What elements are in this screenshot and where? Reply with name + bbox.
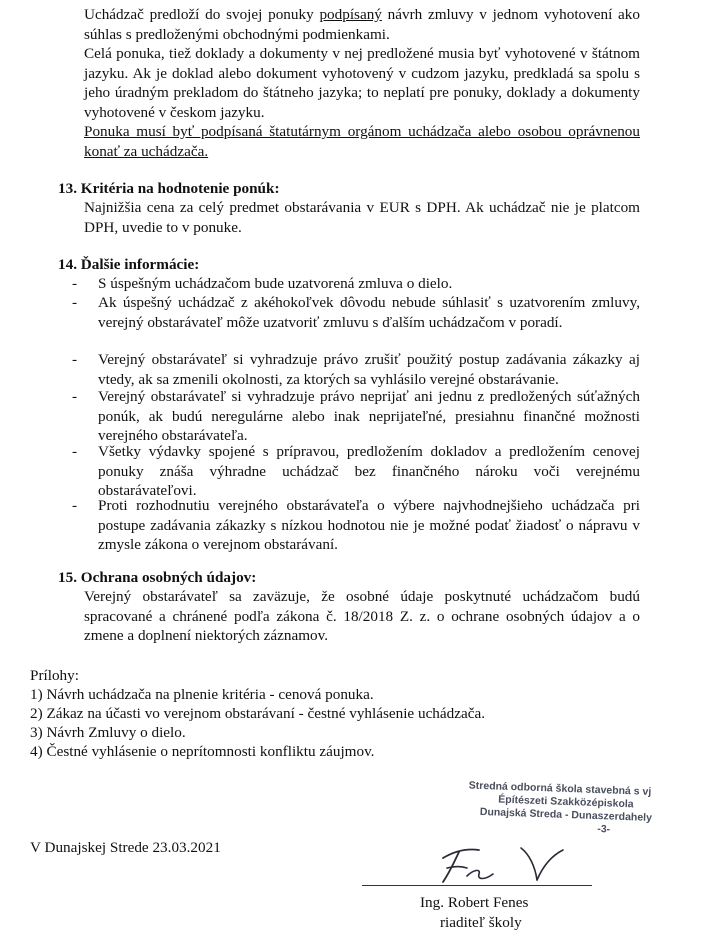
list-item: - S úspešným uchádzačom bude uzatvorená zmluva o dielo. bbox=[72, 275, 453, 292]
signatory-role: riaditeľ školy bbox=[440, 914, 522, 931]
attachments-title: Prílohy: bbox=[30, 667, 79, 684]
intro-text-a: Uchádzač predloží do svojej ponuky bbox=[84, 6, 320, 23]
stamp-line: Építészeti Szakközépiskola bbox=[498, 793, 634, 811]
attachment-item: 4) Čestné vyhlásenie o neprítomnosti konfliktu záujmov. bbox=[30, 743, 375, 760]
signature-line bbox=[362, 885, 592, 886]
stamp-line: Dunajská Streda - Dunaszerdahely bbox=[479, 805, 653, 824]
attachment-item: 1) Návrh uchádzača na plnenie kritéria - cenová ponuka. bbox=[30, 686, 374, 703]
list-item: - Verejný obstarávateľ si vyhradzuje právo neprijať ani jednu z predložených súťažných ponúk, ak budú neregulárne alebo inak neprijateľné, presiahnu finančné možnosti verejného obstarávateľa. bbox=[72, 388, 640, 444]
list-item: - Verejný obstarávateľ si vyhradzuje právo zrušiť použitý postup zadávania zákazky aj vtedy, ak sa zmenili okolnosti, za ktorých sa vyhlásilo verejné obstarávanie. bbox=[72, 351, 640, 388]
intro-text-b: návrh zmluvy v jednom vyhotovení ako súhlas s predloženými obchodnými podmienkami. bbox=[84, 6, 640, 43]
signatory-name: Ing. Robert Fenes bbox=[420, 894, 529, 911]
list-item: - Ak úspešný uchádzač z akéhokoľvek dôvodu nebude súhlasiť s uzatvorením zmluvy, verejný obstarávateľ môže uzatvoriť zmluvu s ďalším uchádzačom v poradí. bbox=[72, 294, 640, 331]
stamp-line: Stredná odborná škola stavebná s vj bbox=[468, 779, 652, 798]
handwritten-signature bbox=[425, 836, 575, 886]
section-15-heading: 15. Ochrana osobných údajov: bbox=[58, 569, 257, 586]
section-13-heading: 13. Kritéria na hodnotenie ponúk: bbox=[58, 180, 280, 197]
section-13-text: Najnižšia cena za celý predmet obstarávania v EUR s DPH. Ak uchádzač nie je platcom DPH, uvedie to v ponuke. bbox=[84, 199, 640, 236]
school-stamp bbox=[467, 780, 669, 839]
place-date: V Dunajskej Strede 23.03.2021 bbox=[30, 839, 221, 856]
intro-signed-word: podpísaný bbox=[319, 6, 382, 23]
attachment-item: 2) Zákaz na účasti vo verejnom obstarávaní - čestné vyhlásenie uchádzača. bbox=[30, 705, 485, 722]
intro-paragraph-1 bbox=[84, 5, 640, 44]
intro-paragraph-2: Celá ponuka, tiež doklady a dokumenty v nej predložené musia byť vyhotovené v štátnom jazyku. Ak je doklad alebo dokument vyhotovený v cudzom jazyku, predkladá sa spolu s jeho úradným prekladom do štátneho jazyka; to neplatí pre ponuky, doklady a dokumenty vyhotovené v českom jazyku. bbox=[84, 45, 640, 121]
list-item: - Proti rozhodnutiu verejného obstarávateľa o výbere najvhodnejšieho uchádzača pri postupe zadávania zákazky s nízkou hodnotou nie je možné podať žiadosť o nápravu v zmysle zákona o verejnom obstarávaní. bbox=[72, 497, 640, 553]
section-15-text: Verejný obstarávateľ sa zaväzuje, že osobné údaje poskytnuté uchádzačom budú spracované a chránené podľa zákona č. 18/2018 Z. z. o ochrane osobných údajov a o zmene a doplnení niektorých záznamov. bbox=[84, 588, 640, 644]
section-14-heading: 14. Ďalšie informácie: bbox=[58, 256, 200, 273]
attachment-item: 3) Návrh Zmluvy o dielo. bbox=[30, 724, 186, 741]
stamp-line: -3- bbox=[597, 823, 611, 836]
list-item: - Všetky výdavky spojené s prípravou, predložením dokladov a predložením cenovej ponuky znáša výhradne uchádzač bez finančného nároku voči verejnému obstarávateľovi. bbox=[72, 443, 640, 499]
intro-paragraph-3: Ponuka musí byť podpísaná štatutárnym orgánom uchádzača alebo osobou oprávnenou konať za uchádzača. bbox=[84, 123, 640, 160]
